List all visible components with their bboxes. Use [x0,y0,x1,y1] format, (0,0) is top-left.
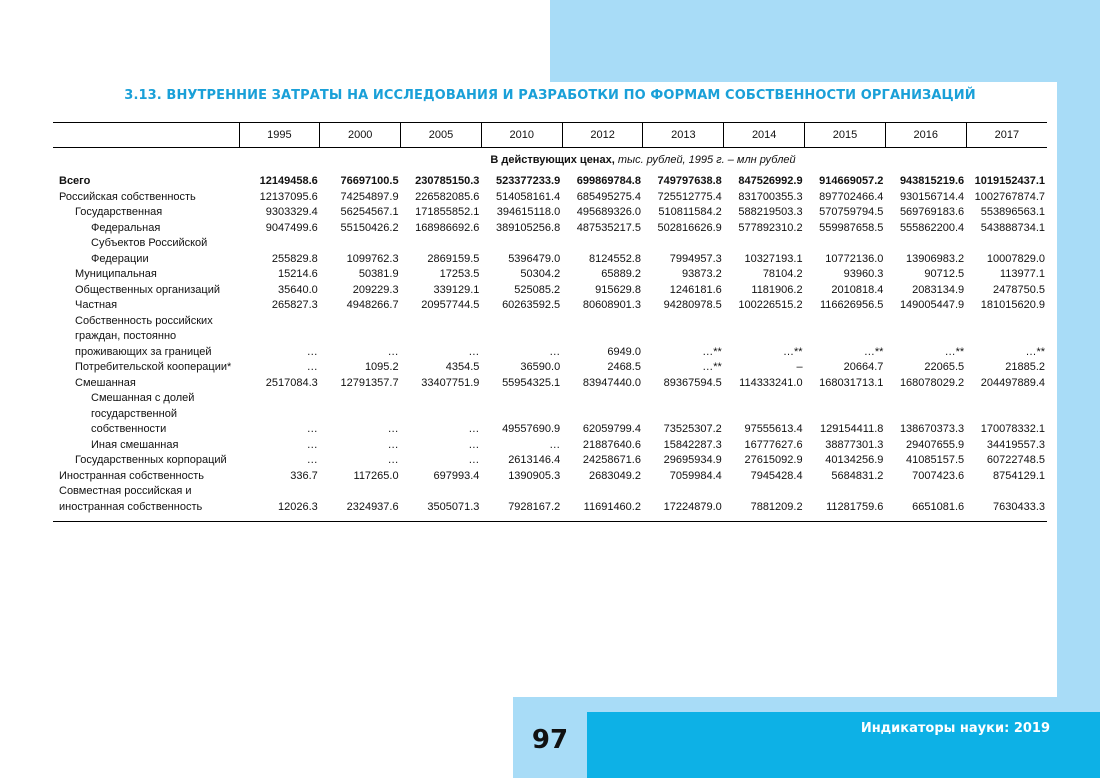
value-cell: 83947440.0 [582,376,641,389]
value-cell: … [306,438,318,451]
value-cell: 21887640.6 [582,438,641,451]
value-cell: 255829.8 [271,252,318,265]
decorative-band-top [550,0,1100,82]
value-cell: … [306,345,318,358]
value-cell: 38877301.3 [825,438,884,451]
row-label: Субъектов Российской Федерации [91,237,208,265]
value-cell: 33407751.9 [421,376,480,389]
value-cell: 11691460.2 [562,484,643,522]
value-cell: 10327193.1 [744,252,803,265]
value-cell: 4948266.7 [346,299,399,311]
row-label: Потребительской кооперации* [75,361,232,373]
value-cell: 389105256.8 [495,221,561,234]
value-cell: 76697100.5 [340,175,399,187]
value-cell: 8124552.8 [588,252,641,265]
value-cell: 60722748.5 [986,454,1045,466]
value-cell: 100226515.2 [738,299,803,311]
value-cell: 149005447.9 [899,299,965,311]
table-row [53,469,1047,485]
header-row [53,123,1047,148]
value-cell: 89367594.5 [663,376,722,389]
row-label: Собственность российских граждан, постоянно проживающих за границей [75,314,213,358]
header-label-cell [53,123,239,148]
value-cell: 49557690.9 [502,423,561,435]
value-cell: 65889.2 [601,268,641,280]
value-cell: 50304.2 [520,268,561,280]
value-cell: 41085157.5 [906,454,965,466]
value-cell: 1019152437.1 [974,175,1045,187]
value-cell: … [468,438,480,451]
value-cell: 181015620.9 [980,299,1045,311]
row-label: Частная [75,299,118,311]
value-cell: … [306,423,318,435]
value-cell: …** [783,345,803,358]
value-cell: 12149458.6 [259,175,318,187]
value-cell: 17253.5 [439,268,480,280]
row-label: Всего [59,175,91,187]
value-cell: 10772136.0 [825,252,884,265]
value-cell: 915629.8 [595,283,641,296]
value-cell: 116626956.5 [819,299,884,311]
value-cell: … [306,454,318,466]
value-cell: 114333241.0 [739,376,803,389]
year-header: 2005 [401,123,482,148]
value-cell: 80608901.3 [582,299,641,311]
row-label: Смешанная с долей государственной собственности [91,392,195,435]
row-label: Муниципальная [75,268,157,280]
value-cell: 495689326.0 [576,206,641,218]
value-cell: 5396479.0 [508,252,561,265]
value-cell: 94280978.5 [663,299,722,311]
value-cell: 2613146.4 [508,454,561,466]
value-cell: 569769183.6 [899,206,965,218]
value-cell: 22065.5 [924,361,965,373]
value-cell: 55954325.1 [502,376,561,389]
value-cell: 8754129.1 [993,469,1045,482]
row-label: Совместная российская и иностранная собственность [53,484,239,522]
value-cell: 50381.9 [358,268,399,280]
value-cell: 29695934.9 [663,454,722,466]
rd-expenditure-table [53,122,1047,522]
value-cell: 588219503.3 [738,206,803,218]
table-title: 3.13. ВНУТРЕННИЕ ЗАТРАТЫ НА ИССЛЕДОВАНИЯ И РАЗРАБОТКИ ПО ФОРМАМ СОБСТВЕННОСТИ ОРГАНИЗАЦИЙ [124,88,976,103]
table-row [53,221,1047,237]
table-row [53,298,1047,314]
table-row [53,391,1047,438]
value-cell: 336.7 [290,469,318,482]
value-cell: 514058161.4 [495,190,561,203]
value-cell: 553896563.1 [980,206,1045,218]
value-cell: 226582085.6 [415,190,480,203]
value-cell: …** [702,361,722,373]
value-cell: 9303329.4 [265,206,318,218]
value-cell: … [387,438,399,451]
value-cell: 129154411.8 [819,423,884,435]
value-cell: 93960.3 [843,268,884,280]
value-cell: …** [702,345,722,358]
value-cell: 523377233.9 [495,175,561,187]
row-label: Иностранная собственность [59,469,204,482]
year-header: 2014 [724,123,805,148]
table-row [53,484,1047,522]
value-cell: 24258671.6 [582,454,641,466]
value-cell: 6949.0 [607,345,641,358]
page-number: 97 [531,725,569,755]
value-cell: 487535217.5 [576,221,641,234]
value-cell: 2083134.9 [912,283,965,296]
value-cell: 209229.3 [352,283,399,296]
value-cell: 685495275.4 [576,190,641,203]
section-title: В действующих ценах, [490,154,615,167]
value-cell: 35640.0 [278,283,318,296]
value-cell: 15214.6 [278,268,318,280]
value-cell: 725512775.4 [657,190,722,203]
value-cell: 16777627.6 [744,438,803,451]
value-cell: 93873.2 [682,268,722,280]
value-cell: 525085.2 [514,283,561,296]
value-cell: 20957744.5 [421,299,480,311]
table-row [53,190,1047,206]
value-cell: 914669057.2 [819,175,884,187]
value-cell: 55150426.2 [340,221,399,234]
value-cell: 168078029.2 [899,376,965,389]
value-cell: 56254567.1 [340,206,399,218]
value-cell: 29407655.9 [906,438,965,451]
value-cell: 97555613.4 [744,423,803,435]
value-cell: 7007423.6 [912,469,965,482]
value-cell: … [387,454,399,466]
value-cell: 2324937.6 [320,484,401,522]
value-cell: 117265.0 [353,469,399,482]
value-cell: 943815219.6 [899,175,965,187]
value-cell: 113977.1 [999,268,1045,280]
year-header: 1995 [239,123,320,148]
value-cell: 2869159.5 [427,252,480,265]
row-label: Иная смешанная [91,438,179,451]
table-row [53,453,1047,469]
value-cell: 543888734.1 [980,221,1045,234]
value-cell: 13906983.2 [906,252,965,265]
value-cell: … [468,423,480,435]
year-header: 2012 [562,123,643,148]
table-row [53,205,1047,221]
table-row [53,376,1047,392]
value-cell: 170078332.1 [980,423,1045,435]
value-cell: 21885.2 [1005,361,1045,373]
value-cell: 555862200.4 [899,221,965,234]
value-cell: 1246181.6 [669,283,722,296]
value-cell: 559987658.5 [819,221,884,234]
year-header: 2017 [966,123,1047,148]
value-cell: 74254897.9 [340,190,399,203]
table-row [53,236,1047,267]
value-cell: 1099762.3 [346,252,399,265]
value-cell: 699869784.8 [576,175,641,187]
value-cell: 12137095.6 [259,190,318,203]
value-cell: 10007829.0 [986,252,1045,265]
value-cell: …** [1025,345,1045,358]
value-cell: 78104.2 [762,268,803,280]
value-cell: 570759794.5 [819,206,884,218]
value-cell: 749797638.8 [657,175,722,187]
publication-title: Индикаторы науки: 2019 [860,721,1050,736]
row-label: Государственных корпораций [75,454,227,466]
row-label: Российская собственность [59,190,196,203]
value-cell: 11281759.6 [805,484,886,522]
value-cell: … [549,438,561,451]
value-cell: 2478750.5 [993,283,1045,296]
value-cell: 7945428.4 [750,469,803,482]
value-cell: 847526992.9 [738,175,803,187]
value-cell: 697993.4 [433,469,480,482]
value-cell: 204497889.4 [980,376,1045,389]
value-cell: 510811584.2 [658,206,722,218]
value-cell: 2468.5 [607,361,641,373]
value-cell: 502816626.9 [657,221,722,234]
value-cell: 577892310.2 [738,221,803,234]
value-cell: 339129.1 [433,283,480,296]
value-cell: 1181906.2 [751,283,803,296]
value-cell: 7881209.2 [724,484,805,522]
decorative-band-right [1057,82,1100,778]
value-cell: 930156714.4 [899,190,965,203]
value-cell: 9047499.6 [265,221,318,234]
table-row [53,314,1047,361]
value-cell: 20664.7 [843,361,884,373]
value-cell: 27615092.9 [744,454,803,466]
value-cell: 73525307.2 [663,423,722,435]
section-header-row [53,148,1047,175]
value-cell: 168031713.1 [819,376,884,389]
value-cell: 831700355.3 [738,190,803,203]
value-cell: 2683049.2 [588,469,641,482]
value-cell: 34419557.3 [986,438,1045,451]
table-row [53,283,1047,299]
section-unit: тыс. рублей, 1995 г. – млн рублей [617,154,796,167]
value-cell: 230785150.3 [415,175,480,187]
year-header: 2000 [320,123,401,148]
value-cell: 171855852.1 [415,206,480,218]
table-row [53,438,1047,454]
value-cell: 36590.0 [520,361,561,373]
value-cell: 7630433.3 [966,484,1047,522]
year-header: 2013 [643,123,724,148]
value-cell: … [387,345,399,358]
value-cell: … [468,345,480,358]
value-cell: 4354.5 [445,361,480,373]
row-label: Смешанная [75,376,136,389]
value-cell: 897702466.4 [819,190,884,203]
value-cell: 7994957.3 [669,252,722,265]
table-row [53,267,1047,283]
row-label: Общественных организаций [75,283,220,296]
value-cell: 2010818.4 [831,283,884,296]
value-cell: … [387,423,399,435]
value-cell: 60263592.5 [502,299,561,311]
section-header [239,148,1047,175]
value-cell: 7928167.2 [481,484,562,522]
value-cell: 6651081.6 [885,484,966,522]
value-cell: 394615118.0 [496,206,561,218]
value-cell: 15842287.3 [663,438,722,451]
year-header: 2016 [885,123,966,148]
value-cell: 12791357.7 [340,376,399,389]
value-cell: … [549,345,561,358]
value-cell: …** [944,345,965,358]
row-label: Федеральная [91,221,161,234]
value-cell: 1095.2 [364,361,399,373]
row-label: Государственная [75,206,163,218]
year-header: 2010 [481,123,562,148]
value-cell: 90712.5 [924,268,965,280]
value-cell: 1390905.3 [508,469,561,482]
value-cell: … [306,361,318,373]
value-cell: 1002767874.7 [974,190,1045,203]
value-cell: 265827.3 [271,299,318,311]
table-row [53,360,1047,376]
value-cell: 12026.3 [239,484,320,522]
value-cell: … [468,454,480,466]
value-cell: …** [863,345,884,358]
value-cell: 62059799.4 [582,423,641,435]
value-cell: 17224879.0 [643,484,724,522]
value-cell: 3505071.3 [401,484,482,522]
year-header: 2015 [805,123,886,148]
value-cell: 2517084.3 [265,376,318,389]
value-cell: 168986692.6 [415,221,480,234]
value-cell: 7059984.4 [669,469,722,482]
value-cell: 40134256.9 [825,454,884,466]
value-cell: – [796,361,803,373]
table-row [53,174,1047,190]
value-cell: 5684831.2 [831,469,884,482]
value-cell: 138670373.3 [899,423,965,435]
